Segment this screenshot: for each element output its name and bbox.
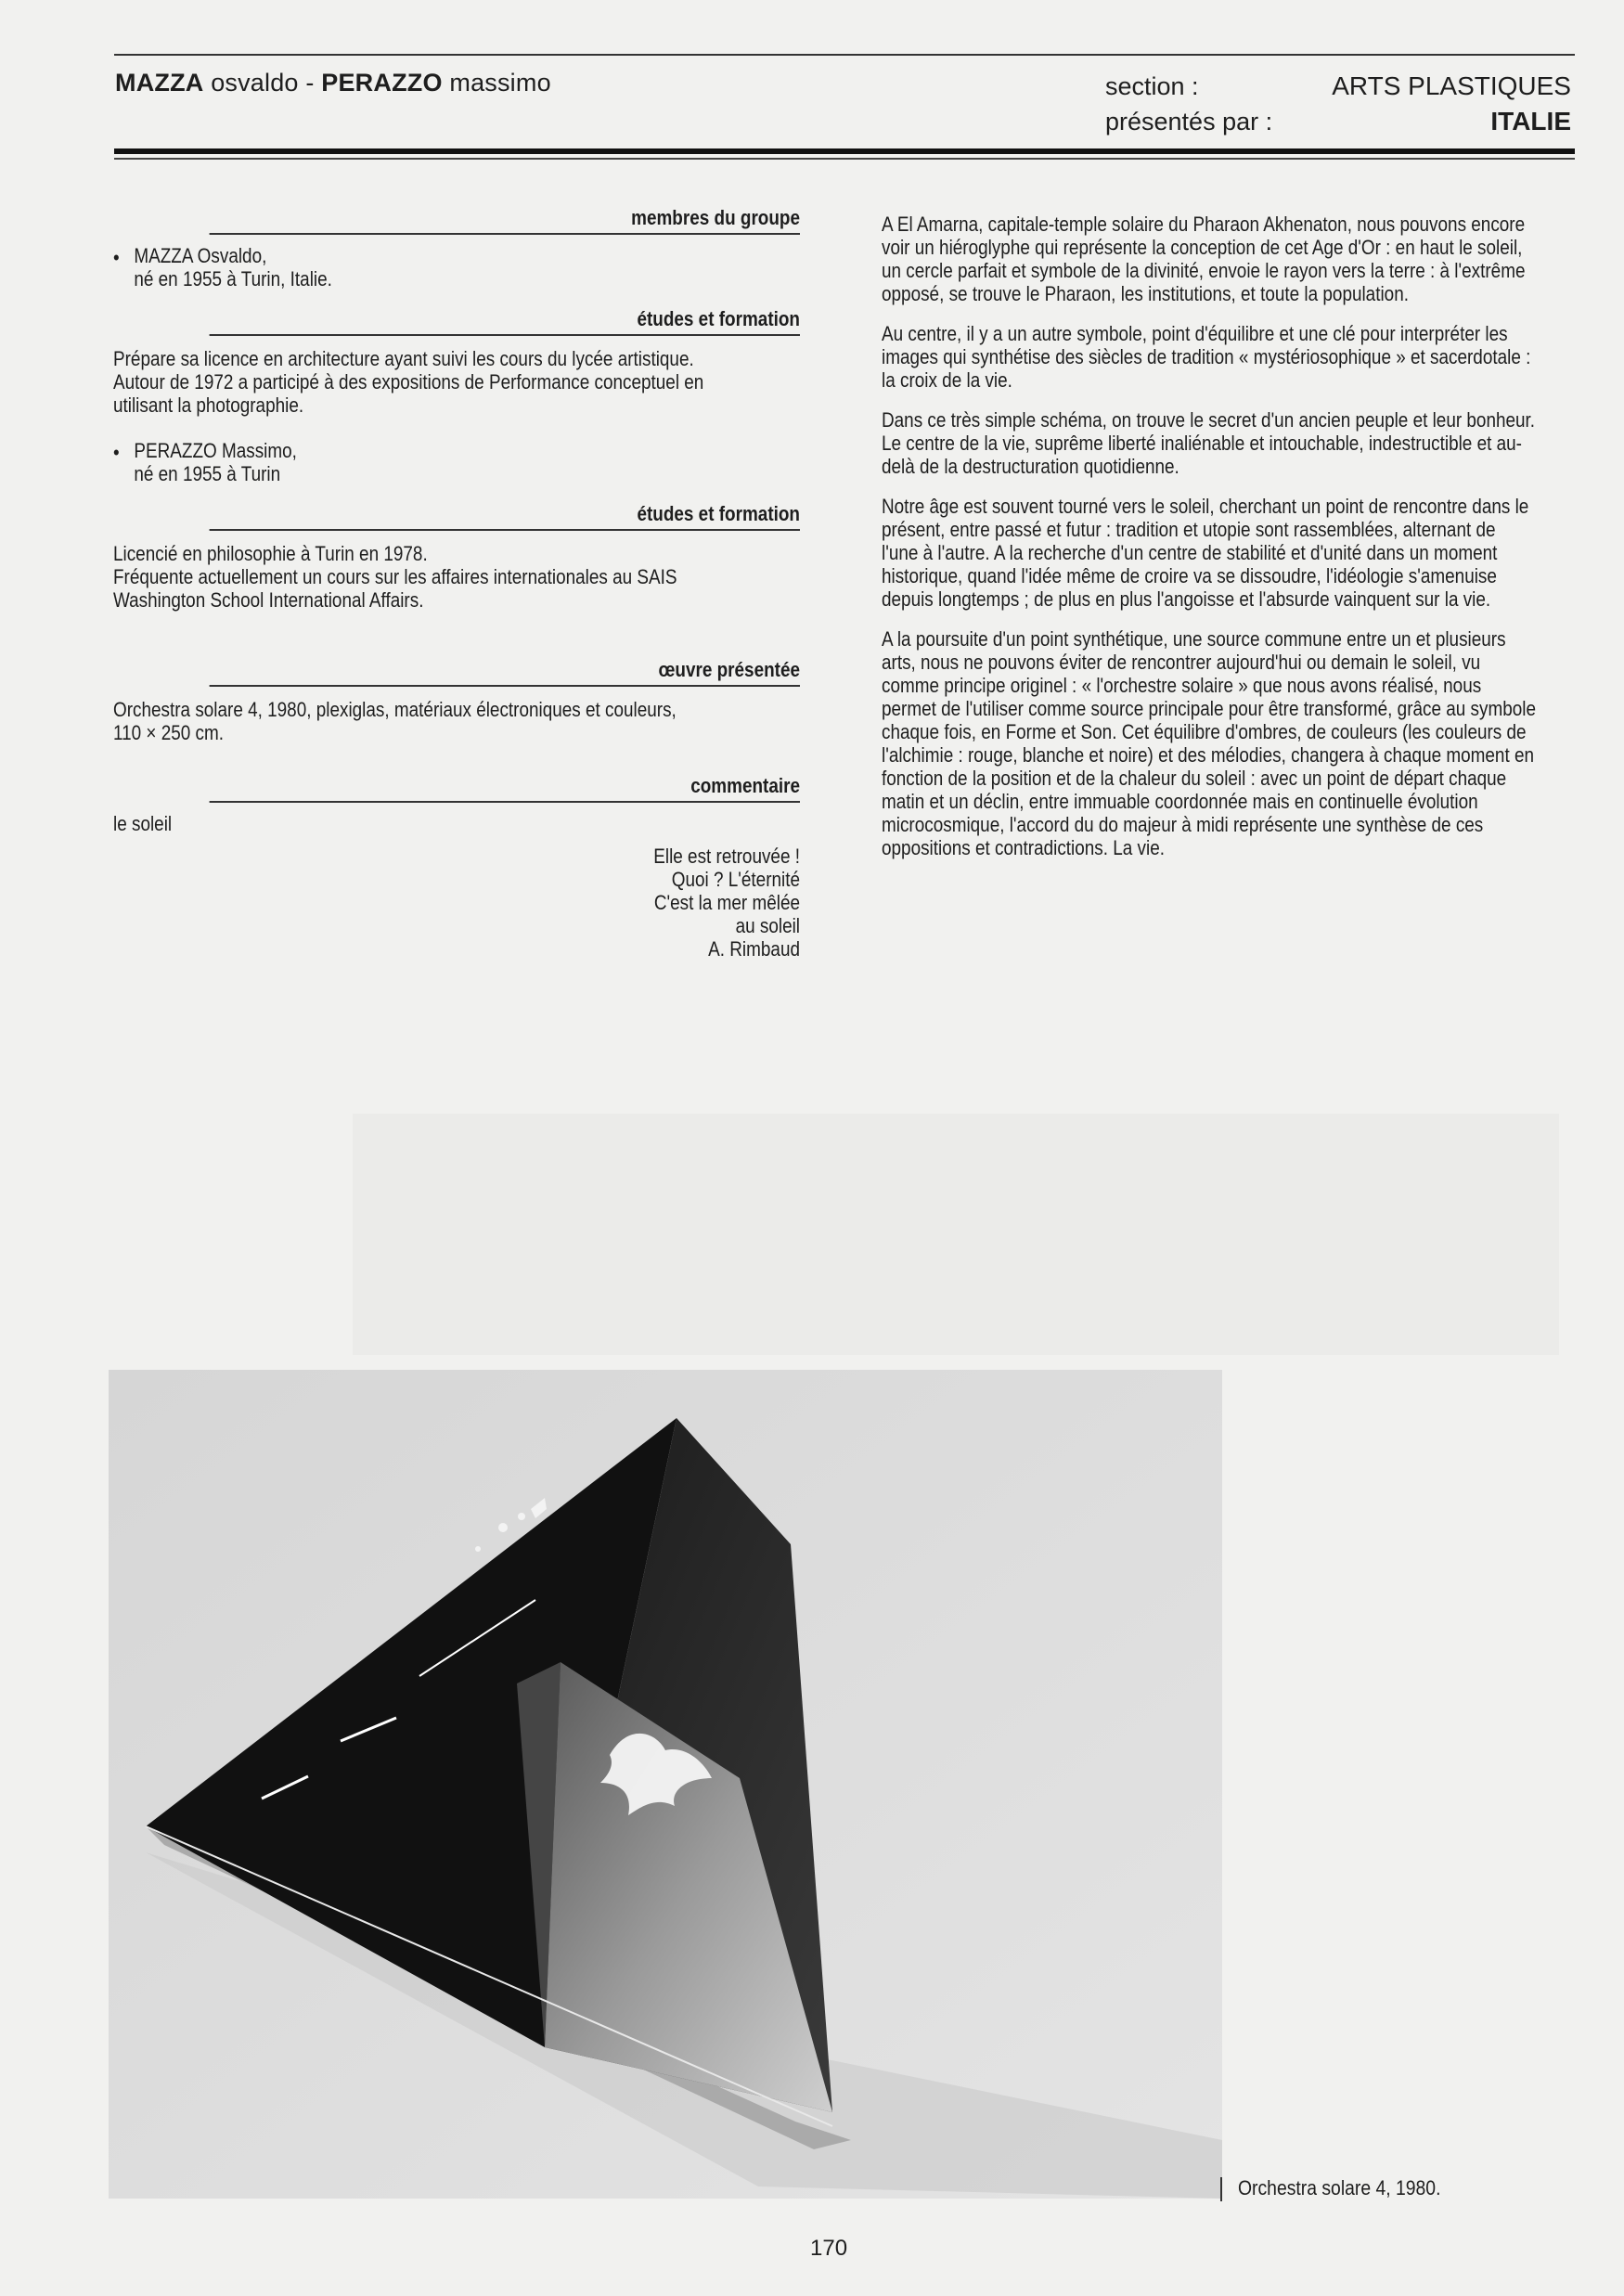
poem-line: au soleil	[735, 914, 800, 937]
body-paragraph: Notre âge est souvent tourné vers le soleil, cherchant un point de rencontre dans le présent, entre passé et futur : tradition et utopie sont rassemblées, alternant de l'une à l'autre. A la recherche d'un centre de stabilité et d'unité dans un moment historique, quand l'idée même de croire va se dissoudre, l'idéologie s'amenuise depuis longtemps ; de plus en plus l'angoisse et l'absurde vainquent sur la vie.	[882, 495, 1529, 611]
right-column	[882, 213, 1536, 876]
artist2-name: massimo	[449, 69, 551, 97]
presented-label: présentés par :	[1105, 108, 1273, 135]
section-label: section :	[1105, 72, 1199, 100]
work-heading: œuvre présentée	[210, 658, 800, 687]
member-2-name: • PERAZZO Massimo,	[134, 439, 297, 462]
figure-caption: Orchestra solare 4, 1980.	[1238, 2176, 1441, 2199]
studies-1-line: Autour de 1972 a participé à des expositions de Performance conceptuel en	[113, 370, 704, 393]
studies-2-line: Licencié en philosophie à Turin en 1978.	[113, 542, 428, 565]
work-line: 110 × 250 cm.	[113, 721, 225, 744]
body-paragraph: A El Amarna, capitale-temple solaire du Pharaon Akhenaton, nous pouvons encore voir un hiéroglyphe qui représente la conception de cet Age d'Or : en haut le soleil, un cercle parfait et symbole de la divinité, envoie le rayon vers la terre : à l'extrême opposé, se trouve le Pharaon, les institutions, et toute la population.	[882, 213, 1526, 305]
artist-separator: -	[305, 69, 315, 97]
section-value: ARTS PLASTIQUES	[1332, 71, 1571, 100]
comment-text: le soleil	[113, 812, 173, 835]
header-labels	[1105, 69, 1272, 139]
artist2-surname: PERAZZO	[321, 69, 443, 97]
comment-heading: commentaire	[210, 774, 800, 803]
studies-2-line: Washington School International Affairs.	[113, 588, 424, 612]
body-paragraph: Dans ce très simple schéma, on trouve le secret d'un ancien peuple et leur bonheur. Le centre de la vie, suprême liberté inaliénable et intouchable, indestructible et au-delà de la destructuration quotidienne.	[882, 408, 1536, 478]
bleed-through-block	[353, 1114, 1559, 1355]
rimbaud-poem	[210, 845, 800, 961]
member-1-birth: né en 1955 à Turin, Italie.	[134, 267, 332, 290]
artists-header	[115, 69, 551, 97]
left-column	[113, 206, 800, 961]
studies-2-line: Fréquente actuellement un cours sur les affaires internationales au SAIS	[113, 565, 677, 588]
artist1-name: osvaldo	[211, 69, 299, 97]
studies-1-line: utilisant la photographie.	[113, 393, 304, 417]
country-value: ITALIE	[1490, 107, 1571, 135]
header-thick-rule	[114, 148, 1575, 154]
studies-1-line: Prépare sa licence en architecture ayant suivi les cours du lycée artistique.	[113, 347, 694, 370]
studies-2	[113, 542, 798, 612]
members-heading: membres du groupe	[210, 206, 800, 235]
studies-1	[113, 347, 798, 417]
body-paragraph: A la poursuite d'un point synthétique, une source commune entre un et plusieurs arts, nous ne pouvons éviter de rencontrer aujourd'hui ou demain le soleil, vu comme principe originel : « l'orchestre solaire » que nous avons réalisé, nous permet de l'utiliser comme source principale pour être transformé, grâce au symbole chaque fois, en Forme et Son. Cet équilibre d'ombres, de couleurs (les couleurs de l'alchimie : rouge, blanche et noire) et des mélodies, changera à chaque moment en fonction de la position et de la chaleur du soleil : avec un point de départ chaque matin et un déclin, entre immuable coordonnée mais en continuelle évolution microcosmique, l'accord du do majeur à midi représente une synthèse de ces oppositions et contradictions. La vie.	[882, 627, 1537, 859]
member-2-birth: né en 1955 à Turin	[134, 462, 281, 485]
work-description	[113, 698, 798, 744]
pyramid-sculpture-image	[109, 1370, 1222, 2199]
studies-heading-2: études et formation	[210, 502, 800, 531]
poem-line: Quoi ? L'éternité	[671, 868, 800, 891]
member-2	[113, 439, 819, 485]
poem-line: Elle est retrouvée !	[653, 845, 800, 868]
page-number: 170	[810, 2236, 848, 2261]
member-1-name: • MAZZA Osvaldo,	[134, 244, 267, 267]
caption-rule	[1220, 2177, 1222, 2201]
header-values	[1332, 69, 1571, 139]
artwork-photo	[109, 1370, 1222, 2199]
artist1-surname: MAZZA	[115, 69, 204, 97]
work-line: Orchestra solare 4, 1980, plexiglas, matériaux électroniques et couleurs,	[113, 698, 677, 721]
poem-line: C'est la mer mêlée	[653, 891, 800, 914]
studies-heading-1: études et formation	[210, 307, 800, 336]
header-top-rule	[114, 54, 1575, 56]
body-paragraph: Au centre, il y a un autre symbole, point d'équilibre et une clé pour interpréter les images qui synthétise des siècles de tradition « mystériosophique » et sacerdotale : la croix de la vie.	[882, 322, 1531, 392]
poem-author: A. Rimbaud	[708, 937, 800, 961]
header-thin-rule	[114, 158, 1575, 160]
member-1	[113, 244, 819, 290]
